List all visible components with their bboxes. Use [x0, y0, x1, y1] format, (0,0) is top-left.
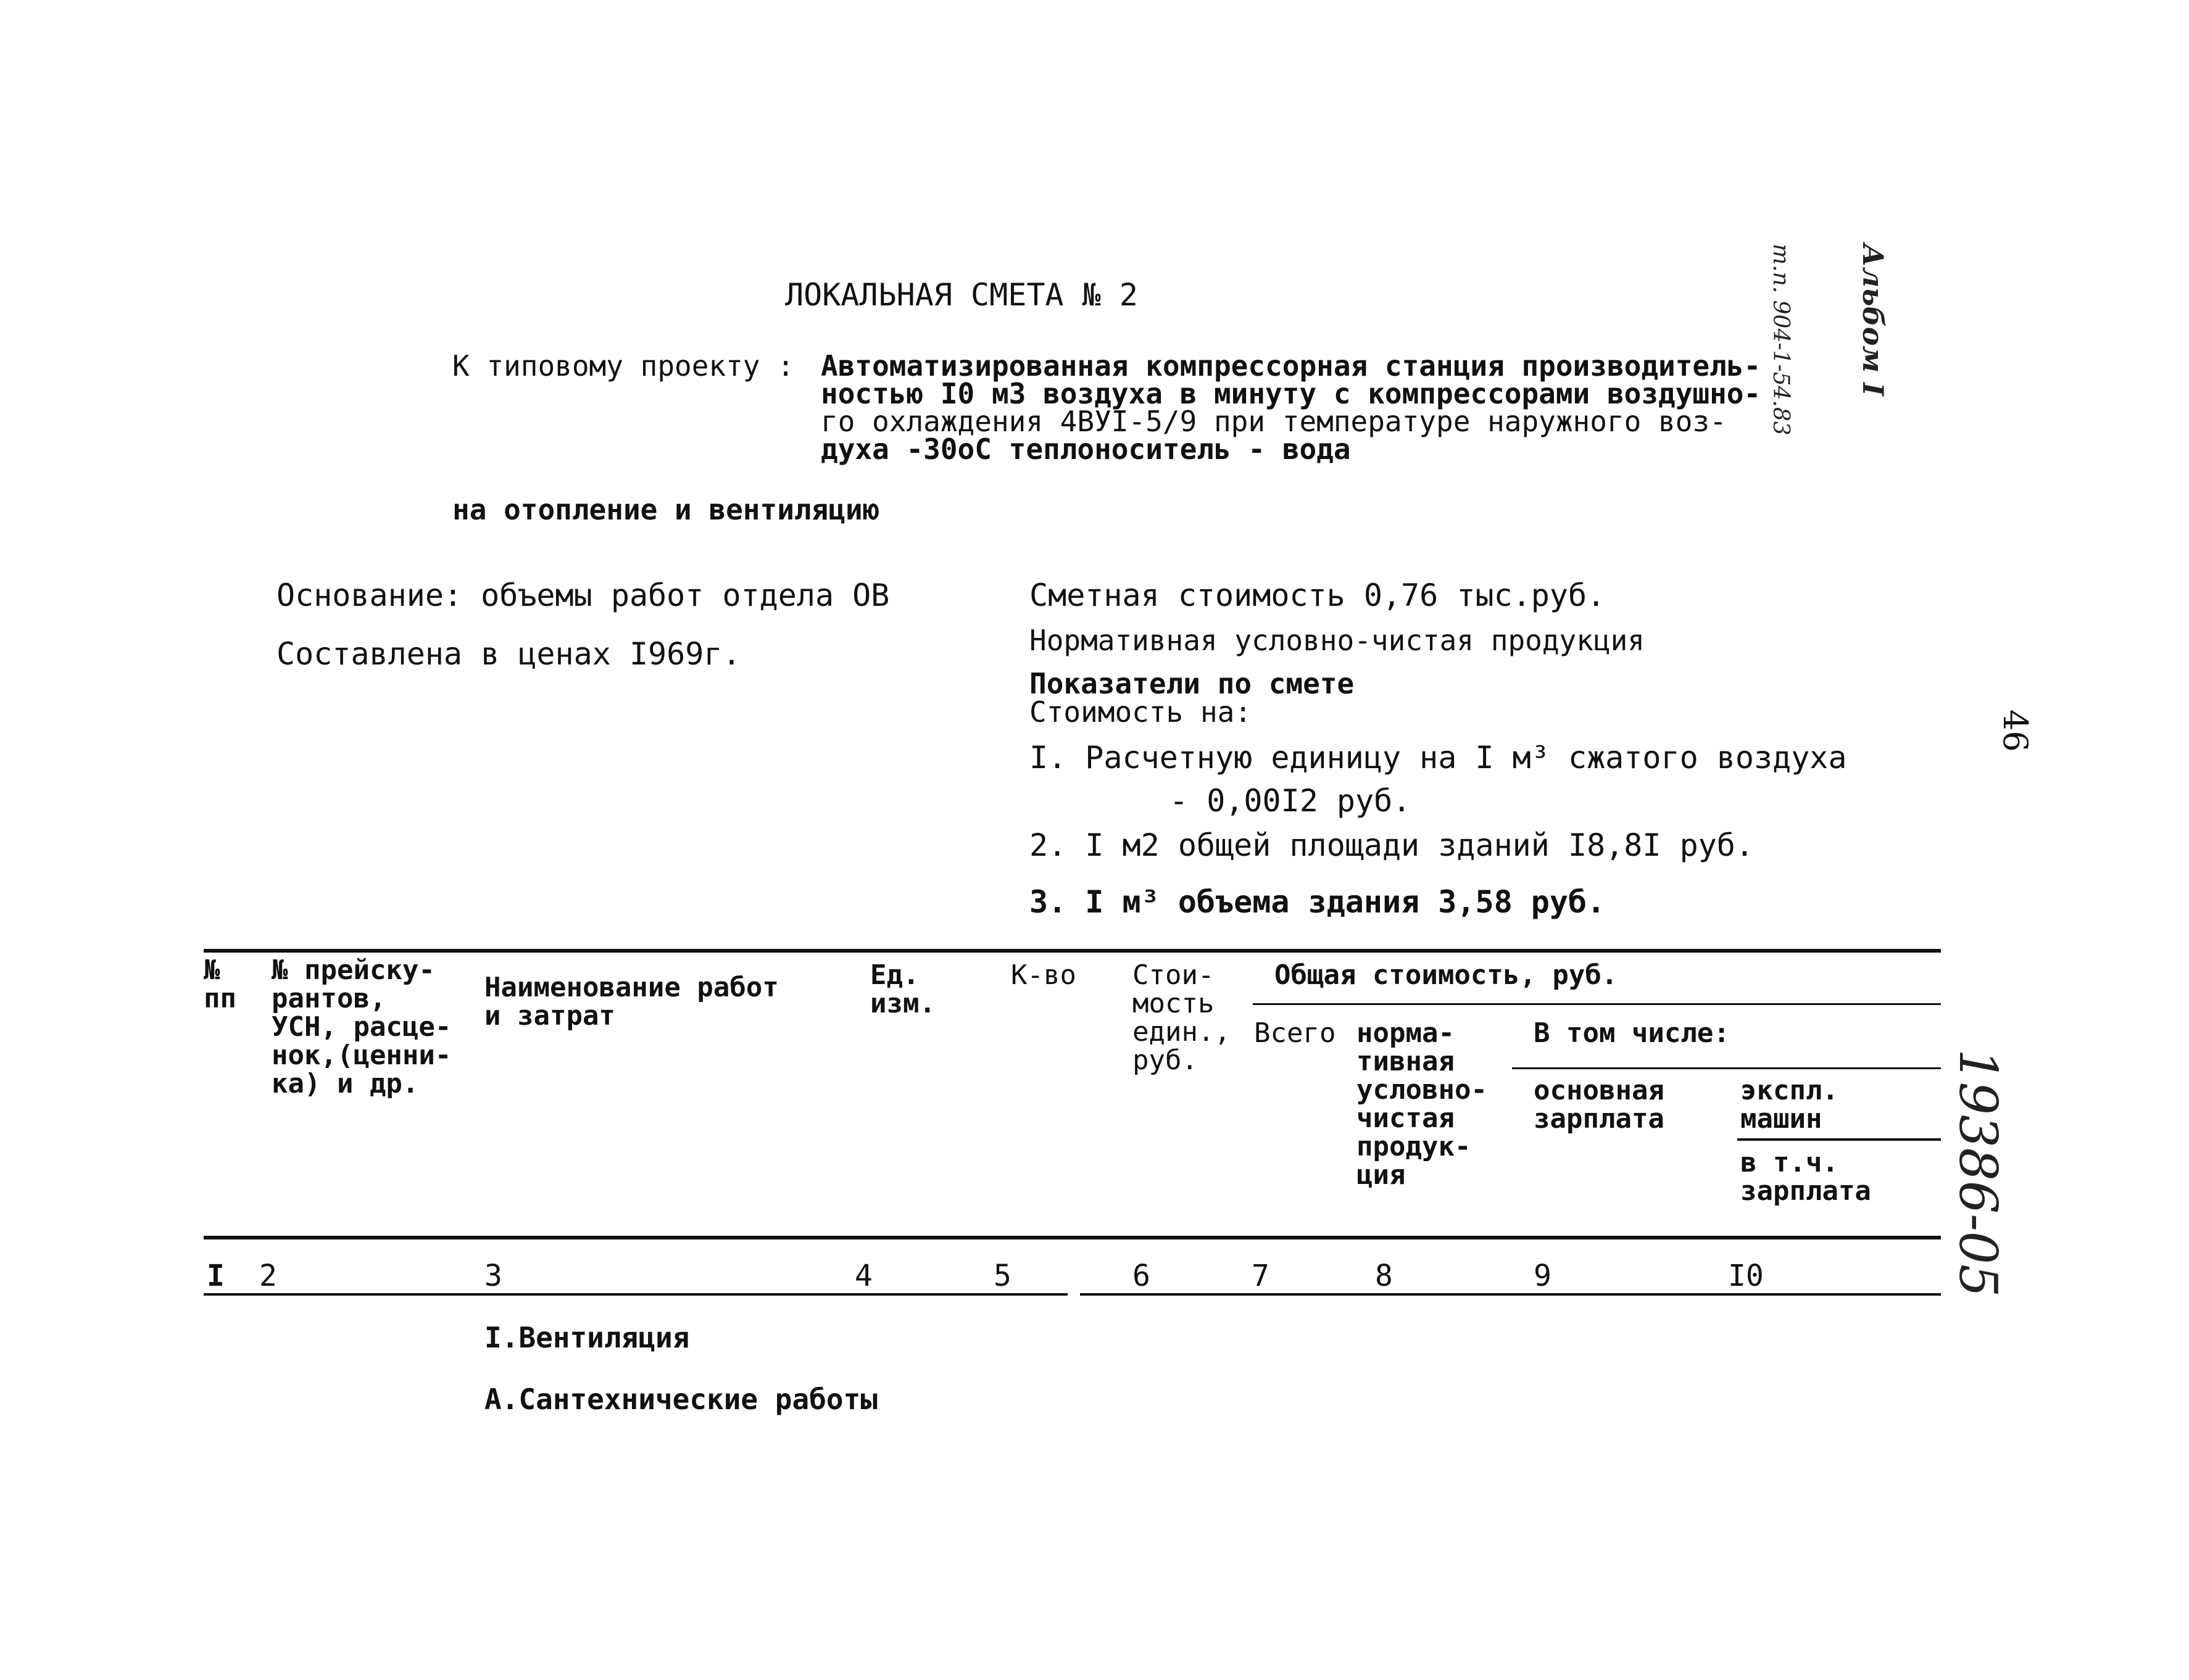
header-col-10b: в т.ч. зарплата	[1740, 1147, 1871, 1207]
subsection-heading: А.Сантехнические работы	[484, 1383, 878, 1416]
project-description-line-3: го охлаждения 4ВУI-5/9 при температуре наружного воз-	[821, 405, 1727, 438]
col-number-5: 5	[994, 1259, 1011, 1293]
header-including: В том числе:	[1534, 1017, 1730, 1049]
project-description-line-1: Автоматизированная компрессорная станция производитель-	[821, 349, 1761, 383]
page-number: 46	[1996, 710, 2035, 752]
document-code: 19386-05	[1948, 1049, 2008, 1297]
col-number-1: I	[207, 1259, 225, 1293]
album-note	[1734, 244, 1950, 436]
col-number-9: 9	[1534, 1259, 1551, 1293]
col-number-6: 6	[1132, 1259, 1150, 1293]
col-number-3: 3	[484, 1259, 502, 1293]
header-col-2: № прейску- рантов, УСН, расце- нок,(ценни- ка) и др.	[272, 954, 452, 1099]
album-note-line-1: Альбом I	[1856, 244, 1890, 396]
normative-product: Нормативная условно-чистая продукция	[1029, 624, 1645, 657]
header-total-cost: Общая стоимость, руб.	[1274, 959, 1618, 991]
numbers-bottom-rule-left	[204, 1293, 1068, 1296]
indicators-heading: Показатели по смете	[1029, 667, 1355, 700]
indicator-item-2: 2. I м2 общей площади зданий I8,8I руб.	[1029, 827, 1754, 863]
estimated-cost: Сметная стоимость 0,76 тыс.руб.	[1029, 577, 1606, 613]
machines-rule	[1737, 1138, 1941, 1141]
cost-for-heading: Стоимость на:	[1029, 695, 1252, 729]
purpose-line: на отопление и вентиляцию	[452, 493, 880, 526]
col-number-10: I0	[1728, 1259, 1764, 1293]
header-bottom-rule	[204, 1236, 1941, 1239]
header-col-8: норма- тивная условно- чистая продук- ция	[1356, 1017, 1487, 1191]
indicator-item-1: I. Расчетную единицу на I м³ сжатого воздуха	[1029, 740, 1847, 776]
header-col-4: Ед. изм.	[870, 959, 936, 1019]
section-heading: I.Вентиляция	[484, 1321, 690, 1354]
header-col-7: Всего	[1254, 1017, 1336, 1049]
total-cost-rule	[1253, 1003, 1941, 1005]
basis-line: Основание: объемы работ отдела ОВ	[276, 577, 890, 613]
header-col-1: № пп	[204, 954, 236, 1014]
col-number-2: 2	[259, 1259, 277, 1293]
project-label: К типовому проекту :	[452, 349, 794, 383]
document-title: ЛОКАЛЬНАЯ СМЕТА № 2	[785, 277, 1138, 313]
col-number-8: 8	[1375, 1259, 1393, 1293]
project-description-line-2: ностью I0 м3 воздуха в минуту с компрессорами воздушно-	[821, 377, 1761, 410]
indicator-item-1-value: - 0,00I2 руб.	[1169, 783, 1411, 819]
header-col-3: Наименование работ и затрат	[484, 972, 779, 1032]
header-col-10a: экспл. машин	[1740, 1075, 1838, 1135]
header-col-9: основная зарплата	[1534, 1075, 1664, 1135]
incl-rule	[1512, 1067, 1941, 1069]
indicator-item-3: 3. I м³ объема здания 3,58 руб.	[1029, 884, 1606, 920]
table-top-rule	[204, 949, 1941, 953]
prices-line: Составлена в ценах I969г.	[276, 636, 741, 672]
col-number-7: 7	[1252, 1259, 1269, 1293]
project-description-line-4: духа -30оС теплоноситель - вода	[821, 432, 1351, 466]
header-col-6: Стои- мость един., руб.	[1132, 959, 1231, 1076]
album-note-line-2: т.п. 904-1-54.83	[1768, 244, 1793, 436]
numbers-bottom-rule-right	[1080, 1293, 1941, 1296]
header-col-5: К-во	[1011, 959, 1076, 991]
col-number-4: 4	[855, 1259, 873, 1293]
